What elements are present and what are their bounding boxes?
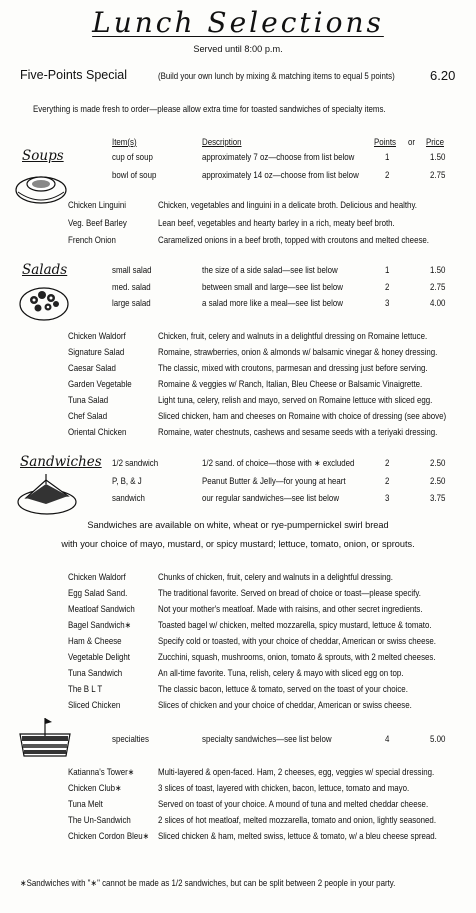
salad-name: Chef Salad <box>68 411 108 421</box>
soup-option-item: bowl of soup <box>112 170 157 180</box>
soup-name: Chicken Linguini <box>68 200 126 210</box>
soup-description: Caramelized onions in a beef broth, topped with croutons and melted cheese. <box>158 235 430 245</box>
salad-description: Sliced chicken, ham and cheeses on Romaine with choice of dressing (see above) <box>158 411 447 421</box>
sandwiches-heading: Sandwiches <box>20 454 102 470</box>
five-points-description: (Build your own lunch by mixing & matching items to equal 5 points) <box>158 71 395 81</box>
sandwich-option-price: 3.75 <box>430 493 446 503</box>
salad-description: Light tuna, celery, relish and mayo, served on Romaine lettuce with sliced egg. <box>158 395 433 405</box>
salad-name: Signature Salad <box>68 347 125 357</box>
specialty-name: Chicken Cordon Bleu∗ <box>68 831 150 841</box>
header-or: or <box>408 137 416 147</box>
sandwich-name: Chicken Waldorf <box>68 572 126 582</box>
salad-option-description: the size of a side salad—see list below <box>202 265 338 275</box>
sandwich-option-points: 2 <box>385 476 390 486</box>
sandwich-option-description: Peanut Butter & Jelly—for young at heart <box>202 476 346 486</box>
sandwich-option-points: 2 <box>385 458 390 468</box>
soup-bowl-icon <box>14 168 68 208</box>
sandwich-plate-icon <box>16 472 78 516</box>
salad-option-item: med. salad <box>112 282 151 292</box>
specialty-option-price: 5.00 <box>430 734 446 744</box>
specialty-option-points: 4 <box>385 734 390 744</box>
header-description: Description <box>202 137 242 147</box>
salad-option-item: large salad <box>112 298 151 308</box>
header-points: Points <box>374 137 396 147</box>
sandwich-name: Vegetable Delight <box>68 652 130 662</box>
salad-plate-icon <box>18 280 70 324</box>
soup-option-price: 1.50 <box>430 152 446 162</box>
salad-name: Tuna Salad <box>68 395 109 405</box>
salad-name: Garden Vegetable <box>68 379 132 389</box>
sandwich-name: Sliced Chicken <box>68 700 121 710</box>
salad-option-price: 4.00 <box>430 298 446 308</box>
sandwich-description: Slices of chicken and your choice of cheddar, American or swiss cheese. <box>158 700 412 710</box>
sandwich-description: Chunks of chicken, fruit, celery and walnuts in a delightful dressing. <box>158 572 393 582</box>
bread-note-line2: with your choice of mayo, mustard, or spicy mustard; lettuce, tomato, onion, or sprouts. <box>61 539 415 549</box>
soup-name: French Onion <box>68 235 116 245</box>
sandwich-name: Meatloaf Sandwich <box>68 604 135 614</box>
served-until: Served until 8:00 p.m. <box>193 44 283 54</box>
specialty-name: Chicken Club∗ <box>68 783 122 793</box>
header-items: Item(s) <box>112 137 137 147</box>
sandwich-option-price: 2.50 <box>430 476 446 486</box>
specialty-description: Multi-layered & open-faced. Ham, 2 cheeses, egg, veggies w/ special dressing. <box>158 767 435 777</box>
sandwich-name: Tuna Sandwich <box>68 668 123 678</box>
salad-option-points: 3 <box>385 298 390 308</box>
sandwich-option-item: sandwich <box>112 493 145 503</box>
sandwich-description: Zucchini, squash, mushrooms, onion, tomato & sprouts, with 2 melted cheeses. <box>158 652 436 662</box>
bread-note-line1: Sandwiches are available on white, wheat or rye-pumpernickel swirl bread <box>87 520 389 530</box>
sandwich-name: Bagel Sandwich∗ <box>68 620 132 630</box>
soup-option-points: 2 <box>385 170 390 180</box>
salad-option-description: a salad more like a meal—see list below <box>202 298 343 308</box>
sandwich-description: An all-time favorite. Tuna, relish, celery & mayo with sliced egg on top. <box>158 668 404 678</box>
sandwich-description: The traditional favorite. Served on bread of choice or toast—please specify. <box>158 588 421 598</box>
footer-note: ∗Sandwiches with "∗" cannot be made as 1/2 sandwiches, but can be split between 2 people in your party. <box>20 878 396 888</box>
sandwich-option-points: 3 <box>385 493 390 503</box>
sandwich-description: Toasted bagel w/ chicken, melted mozzarella, spicy mustard, lettuce & tomato. <box>158 620 432 630</box>
salads-heading: Salads <box>22 262 68 278</box>
sandwich-option-description: our regular sandwiches—see list below <box>202 493 340 503</box>
sandwich-option-price: 2.50 <box>430 458 446 468</box>
soups-heading: Soups <box>22 148 64 164</box>
specialty-description: 3 slices of toast, layered with chicken, bacon, lettuce, tomato and mayo. <box>158 783 410 793</box>
salad-description: The classic, mixed with croutons, parmesan and dressing just before serving. <box>158 363 428 373</box>
specialty-description: Sliced chicken & ham, melted swiss, lettuce & tomato, w/ a bleu cheese spread. <box>158 831 437 841</box>
salad-name: Oriental Chicken <box>68 427 127 437</box>
soup-option-price: 2.75 <box>430 170 446 180</box>
salad-option-price: 1.50 <box>430 265 446 275</box>
sandwich-name: Egg Salad Sand. <box>68 588 128 598</box>
header-price: Price <box>426 137 445 147</box>
soup-option-description: approximately 7 oz—choose from list below <box>202 152 355 162</box>
club-sandwich-icon <box>16 716 74 762</box>
sandwich-description: Specify cold or toasted, with your choice of cheddar, American or swiss cheese. <box>158 636 437 646</box>
fresh-note-text: Everything is made fresh to order—please allow extra time for toasted sandwiches of specialty items. <box>33 104 386 114</box>
specialty-name: Katianna's Tower∗ <box>68 767 135 777</box>
menu-title: Lunch Selections <box>92 6 384 39</box>
five-points-title: Five-Points Special <box>20 68 127 82</box>
salad-option-price: 2.75 <box>430 282 446 292</box>
salad-name: Chicken Waldorf <box>68 331 126 341</box>
specialty-name: Tuna Melt <box>68 799 103 809</box>
specialty-description: 2 slices of hot meatloaf, melted mozzarella, tomato and onion, lightly seasoned. <box>158 815 437 825</box>
salad-description: Chicken, fruit, celery and walnuts in a delightful dressing on Romaine lettuce. <box>158 331 428 341</box>
specialty-description: Served on toast of your choice. A mound of tuna and melted cheddar cheese. <box>158 799 429 809</box>
soup-option-description: approximately 14 oz—choose from list below <box>202 170 359 180</box>
soup-description: Chicken, vegetables and linguini in a delicate broth. Delicious and healthy. <box>158 200 418 210</box>
salad-description: Romaine, water chestnuts, cashews and sesame seeds with a teriyaki dressing. <box>158 427 438 437</box>
specialty-name: The Un-Sandwich <box>68 815 131 825</box>
salad-description: Romaine, strawberries, onion & almonds w/ balsamic vinegar & honey dressing. <box>158 347 438 357</box>
sandwich-description: Not your mother's meatloaf. Made with raisins, and other secret ingredients. <box>158 604 423 614</box>
sandwich-name: Ham & Cheese <box>68 636 122 646</box>
specialty-option-description: specialty sandwiches—see list below <box>202 734 332 744</box>
salad-option-points: 1 <box>385 265 390 275</box>
sandwich-option-description: 1/2 sand. of choice—those with ∗ excluded <box>202 458 355 468</box>
salad-option-item: small salad <box>112 265 152 275</box>
salad-option-points: 2 <box>385 282 390 292</box>
sandwich-option-item: P, B, & J <box>112 476 142 486</box>
soup-option-points: 1 <box>385 152 390 162</box>
sandwich-name: The B L T <box>68 684 103 694</box>
five-points-price: 6.20 <box>430 68 456 83</box>
soup-name: Veg. Beef Barley <box>68 218 127 228</box>
specialty-option-item: specialties <box>112 734 149 744</box>
salad-option-description: between small and large—see list below <box>202 282 343 292</box>
salad-description: Romaine & veggies w/ Ranch, Italian, Bleu Cheese or Balsamic Vinaigrette. <box>158 379 423 389</box>
salad-name: Caesar Salad <box>68 363 116 373</box>
soup-description: Lean beef, vegetables and hearty barley in a rich, meaty beef broth. <box>158 218 395 228</box>
soup-option-item: cup of soup <box>112 152 153 162</box>
sandwich-description: The classic bacon, lettuce & tomato, served on the toast of your choice. <box>158 684 408 694</box>
sandwich-option-item: 1/2 sandwich <box>112 458 159 468</box>
